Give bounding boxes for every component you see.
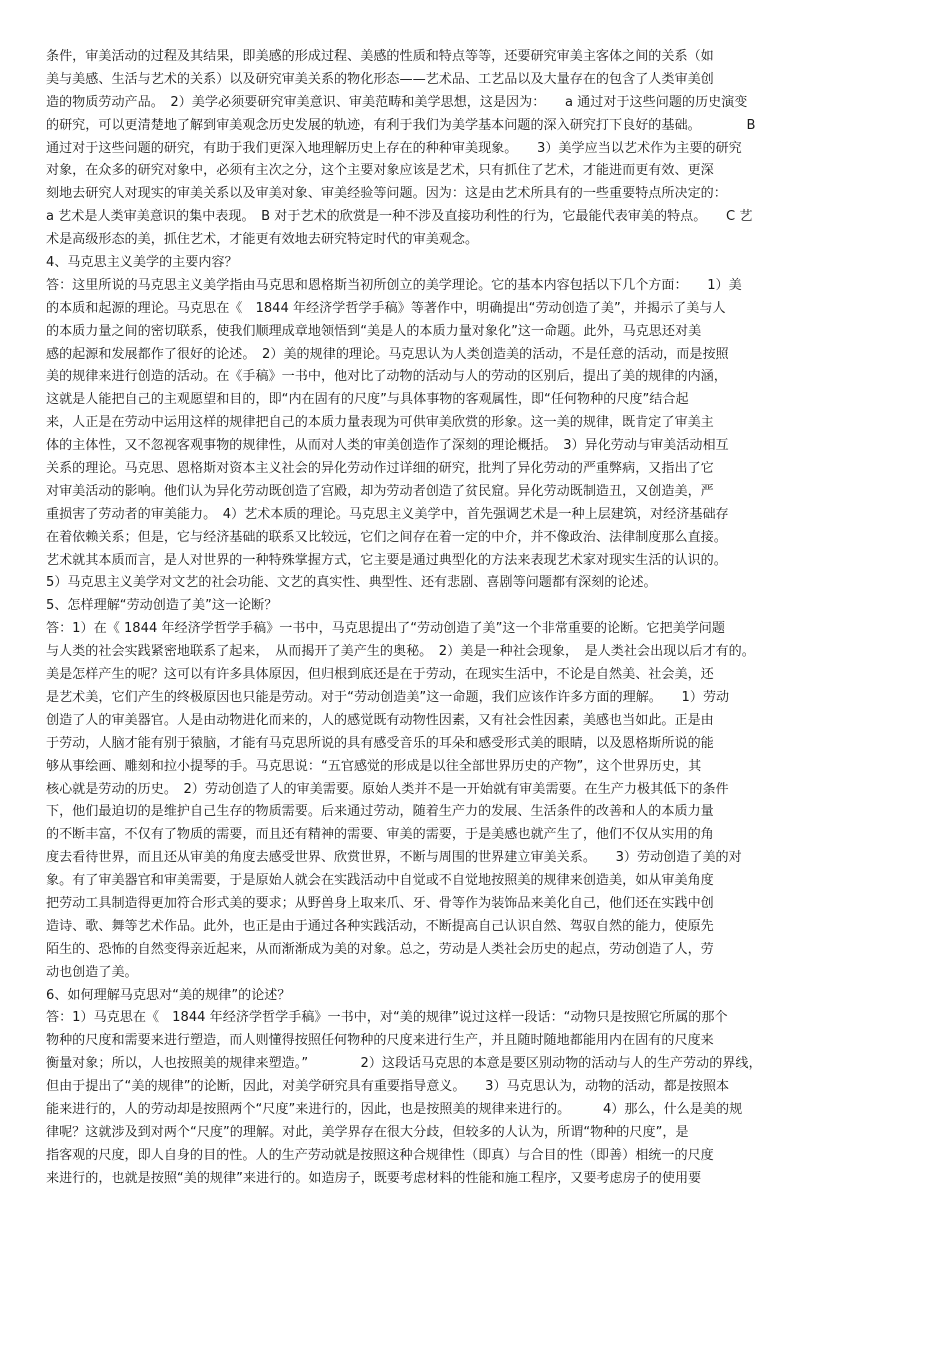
text-line: 的本质力量之间的密切联系，使我们顺理成章地领悟到“美是人的本质力量对象化”这一命题。此外，马克思还对美 (46, 323, 702, 339)
text-line: 条件，审美活动的过程及其结果，即美感的形成过程、美感的性质和特点等等，还要研究审美主客体之间的关系（如 (46, 49, 714, 64)
text-line: 感的起源和发展都作了很好的论述。 2）美的规律的理论。马克思认为人类创造美的活动，不是任意的活动，而是按照 (46, 346, 729, 362)
text-line: 的本质和起源的理论。马克思在《 1844 年经济学哲学手稿》等著作中，明确提出“劳动创造了美”，并揭示了美与人 (46, 300, 726, 316)
text-line: 美与美感、生活与艺术的关系）以及研究审美关系的物化形态——艺术品、工艺品以及大量存在的包含了人类审美创 (46, 71, 714, 87)
document-page (46, 46, 908, 1191)
text-line: 是艺术美，它们产生的终极原因也只能是劳动。对于“劳动创造美”这一命题，我们应该作许多方面的理解。 1）劳动 (46, 689, 730, 705)
text-line: 6、如何理解马克思对“美的规律”的论述？ (46, 987, 291, 1003)
text-line: 指客观的尺度，即人自身的目的性。人的生产劳动就是按照这种合规律性（即真）与合目的性（即善）相统一的尺度 (46, 1147, 714, 1163)
text-line: 象。有了审美器官和审美需要，于是原始人就会在实践活动中自觉或不自觉地按照美的规律来创造美，如从审美角度 (46, 873, 714, 889)
text-line: 艺术就其本质而言，是人对世界的一种特殊掌握方式，它主要是通过典型化的方法来表现艺术家对现实生活的认识的。 (46, 552, 727, 568)
text-line: 衡量对象；所以，人也按照美的规律来塑造。” 2）这段话马克思的本意是要区别动物的活动与人的生产劳动的界线， (46, 1056, 762, 1072)
text-line: 的研究，可以更清楚地了解到审美观念历史发展的轨迹，有利于我们为美学基本问题的深入研究打下良好的基础。 B (46, 117, 756, 133)
text-line: 对象，在众多的研究对象中，必须有主次之分，这个主要对象应该是艺术，只有抓住了艺术，才能进而更有效、更深 (46, 163, 714, 179)
text-line: 的不断丰富，不仅有了物质的需要，而且还有精神的需要、审美的需要，于是美感也就产生了，他们不仅从实用的角 (46, 827, 714, 843)
text-line: 于劳动，人脑才能有别于猿脑，才能有马克思所说的具有感受音乐的耳朵和感受形式美的眼睛，以及恩格斯所说的能 (46, 735, 714, 751)
text-line: 下，他们最迫切的是维护自己生存的物质需要。后来通过劳动，随着生产力的发展、生活条件的改善和人的本质力量 (46, 804, 714, 820)
text-line: 答：这里所说的马克思主义美学指由马克思和恩格斯当初所创立的美学理论。它的基本内容包括以下几个方面： 1）美 (46, 277, 742, 293)
text-line: 关系的理论。马克思、恩格斯对资本主义社会的异化劳动作过详细的研究，批判了异化劳动的严重弊病，又指出了它 (46, 461, 714, 477)
text-line: 答：1）马克思在《 1844 年经济学哲学手稿》一书中，对“美的规律”说过这样一段话：“动物只是按照它所属的那个 (46, 1010, 728, 1026)
text-line: 在着依赖关系；但是，它与经济基础的联系又比较远，它们之间存在着一定的中介，并不像政治、法律制度那么直接。 (46, 529, 727, 545)
text-line: 对审美活动的影响。他们认为异化劳动既创造了宫殿，却为劳动者创造了贫民窟。异化劳动既制造丑，又创造美，严 (46, 483, 714, 499)
text-line: 物种的尺度和需要来进行塑造，而人则懂得按照任何物种的尺度来进行生产，并且随时随地都能用内在固有的尺度来 (46, 1033, 714, 1049)
text-line: 5、怎样理解“劳动创造了美”这一论断？ (46, 598, 278, 614)
text-line: 陌生的、恐怖的自然变得亲近起来，从而渐渐成为美的对象。总之，劳动是人类社会历史的起点，劳动创造了人，劳 (46, 941, 714, 957)
text-line: 5）马克思主义美学对文艺的社会功能、文艺的真实性、典型性、还有悲剧、喜剧等问题都有深刻的论述。 (46, 575, 657, 591)
text-line: 动也创造了美。 (46, 964, 138, 980)
text-line: 重损害了劳动者的审美能力。 4）艺术本质的理论。马克思主义美学中，首先强调艺术是一种上层建筑，对经济基础存 (46, 506, 729, 522)
text-line: 通过对于这些问题的研究，有助于我们更深入地理解历史上存在的种种审美现象。 3）美学应当以艺术作为主要的研究 (46, 140, 742, 156)
text-line: 来进行的，也就是按照“美的规律”来进行的。如造房子，既要考虑材料的性能和施工程序，又要考虑房子的使用要 (46, 1170, 702, 1186)
text-line: 造诗、歌、舞等艺术作品。此外，也正是由于通过各种实践活动，不断提高自己认识自然、驾驭自然的能力，使原先 (46, 918, 714, 934)
text-line: 美是怎样产生的呢？这可以有许多具体原因，但归根到底还是在于劳动，在现实生活中，不论是自然美、社会美，还 (46, 667, 714, 683)
text-line: a 艺术是人类审美意识的集中表现。 B 对于艺术的欣赏是一种不涉及直接功利性的行为，它最能代表审美的特点。 C 艺 (46, 209, 753, 225)
text-line: 度去看待世界，而且还从审美的角度去感受世界、欣赏世界，不断与周围的世界建立审美关系。 3）劳动创造了美的对 (46, 850, 742, 866)
text-line: 能来进行的，人的劳动却是按照两个“尺度”来进行的，因此，也是按照美的规律来进行的。 4）那么，什么是美的规 (46, 1101, 743, 1117)
text-line: 核心就是劳动的历史。 2）劳动创造了人的审美需要。原始人类并不是一开始就有审美需要。在生产力极其低下的条件 (46, 781, 729, 797)
text-line: 创造了人的审美器官。人是由动物进化而来的，人的感觉既有动物性因素，又有社会性因素，美感也当如此。正是由 (46, 712, 714, 728)
text-line: 律呢？这就涉及到对两个“尺度”的理解。对此，美学界存在很大分歧，但较多的人认为，所谓“物种的尺度”，是 (46, 1124, 689, 1140)
text-line: 术是高级形态的美，抓住艺术，才能更有效地去研究特定时代的审美观念。 (46, 232, 479, 248)
text-line: 但由于提出了“美的规律”的论断，因此，对美学研究具有重要指导意义。 3）马克思认为，动物的活动，都是按照本 (46, 1079, 730, 1095)
text-line: 来，人正是在劳动中运用这样的规律把自己的本质力量表现为可供审美欣赏的形象。这一美的规律，既肯定了审美主 (46, 415, 714, 431)
text-line: 把劳动工具制造得更加符合形式美的要求；从野兽身上取来爪、牙、骨等作为装饰品来美化自己，他们还在实践中创 (46, 895, 714, 911)
text-line: 美的规律来进行创造的活动。在《手稿》一书中，他对比了动物的活动与人的劳动的区别后，提出了美的规律的内涵， (46, 369, 727, 385)
text-line: 4、马克思主义美学的主要内容？ (46, 255, 238, 271)
text-line: 造的物质劳动产品。 2）美学必须要研究审美意识、审美范畴和美学思想，这是因为： a 通过对于这些问题的历史演变 (46, 94, 748, 110)
text-line: 刻地去研究人对现实的审美关系以及审美对象、审美经验等问题。因为：这是由艺术所具有的一些重要特点所决定的： (46, 186, 727, 202)
text-line: 与人类的社会实践紧密地联系了起来， 从而揭开了美产生的奥秘。 2）美是一种社会现象， 是人类社会出现以后才有的。 (46, 644, 755, 660)
text-line: 这就是人能把自己的主观愿望和目的，即“内在固有的尺度”与具体事物的客观属性，即“任何物种的尺度”结合起 (46, 392, 689, 408)
text-line: 体的主体性，又不忽视客观事物的规律性，从而对人类的审美创造作了深刻的理论概括。 3）异化劳动与审美活动相互 (46, 438, 729, 454)
text-line: 答：1）在《 1844 年经济学哲学手稿》一书中，马克思提出了“劳动创造了美”这一个非常重要的论断。它把美学问题 (46, 621, 725, 637)
text-line: 够从事绘画、雕刻和拉小提琴的手。马克思说：“五官感觉的形成是以往全部世界历史的产物”，这个世界历史，其 (46, 758, 702, 774)
